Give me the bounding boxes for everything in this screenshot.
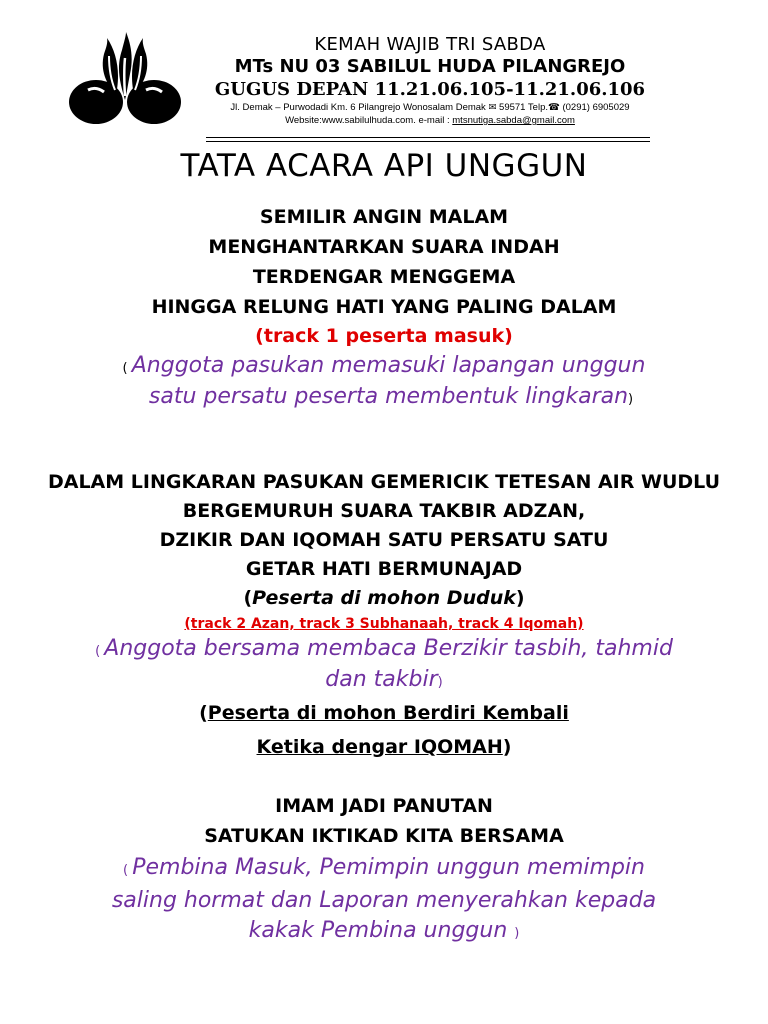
instruction-text: Peserta di mohon Duduk — [252, 587, 516, 609]
page-title: TATA ACARA API UNGGUN — [180, 148, 588, 184]
verse-line: DZIKIR DAN IQOMAH SATU PERSATU SATU — [159, 529, 609, 551]
stage-direction — [0, 886, 768, 916]
verse-line: TERDENGAR MENGGEMA — [252, 266, 516, 288]
stage-direction-line: saling hormat dan Laporan menyerahkan kepada — [111, 888, 657, 913]
stage-direction-line: Anggota pasukan memasuki lapangan unggun — [131, 353, 646, 378]
instruction-text: Peserta di mohon Berdiri Kembali — [207, 702, 569, 724]
verse-line: IMAM JADI PANUTAN — [275, 795, 493, 817]
email-link[interactable]: mtsnutiga.sabda@gmail.com — [452, 115, 575, 126]
track-label: (track 1 peserta masuk) — [255, 325, 513, 347]
header-divider — [206, 137, 650, 142]
stage-direction: dan takbir) — [325, 667, 443, 692]
verse-line: BERGEMURUH SUARA TAKBIR ADZAN, — [182, 500, 586, 522]
stage-direction: ( Anggota pasukan memasuki lapangan unggun — [122, 353, 646, 378]
section-2 — [0, 468, 768, 765]
stage-direction-line: Pembina Masuk, Pemimpin unggun memimpin — [132, 855, 645, 880]
contact-line — [190, 114, 670, 127]
stage-direction: ( Anggota bersama membaca Berzikir tasbih, tahmid — [95, 636, 673, 661]
stage-direction-line: kakak Pembina unggun — [248, 918, 515, 943]
stage-direction-line: Anggota bersama membaca Berzikir tasbih, tahmid — [104, 636, 673, 661]
instruction: (Peserta di mohon Duduk) — [243, 587, 525, 609]
section-3 — [0, 791, 768, 949]
verse-line: GETAR HATI BERMUNAJAD — [245, 558, 523, 580]
school-name: MTs NU 03 SABILUL HUDA PILANGREJO — [234, 56, 626, 77]
stage-direction: satu persatu peserta membentuk lingkaran) — [148, 384, 634, 409]
verse-line: HINGGA RELUNG HATI YANG PALING DALAM — [151, 296, 617, 318]
event-name: KEMAH WAJIB TRI SABDA — [314, 34, 546, 55]
stage-direction-line: dan takbir — [325, 667, 438, 692]
verse-line: SEMILIR ANGIN MALAM — [259, 206, 509, 228]
verse-line: SATUKAN IKTIKAD KITA BERSAMA — [204, 825, 564, 847]
stage-direction-line: satu persatu peserta membentuk lingkaran — [148, 384, 629, 409]
gugus-depan: GUGUS DEPAN 11.21.06.105-11.21.06.106 — [214, 79, 646, 100]
website-text: Website:www.sabilulhuda.com. e-mail : — [285, 115, 453, 126]
stage-direction: ( Pembina Masuk, Pemimpin unggun memimpin — [123, 855, 645, 880]
track-label: (track 2 Azan, track 3 Subhanaah, track 4 Iqomah) — [184, 616, 584, 632]
letterhead — [190, 34, 670, 127]
instruction: (Peserta di mohon Berdiri Kembali — [199, 702, 569, 724]
instruction: Ketika dengar IQOMAH) — [256, 736, 512, 758]
stage-direction: kakak Pembina unggun ) — [248, 918, 520, 943]
verse-line: MENGHANTARKAN SUARA INDAH — [208, 236, 560, 258]
scout-logo-icon — [66, 28, 184, 132]
section-1 — [0, 202, 768, 414]
instruction-text: Ketika dengar IQOMAH — [256, 736, 503, 758]
verse-line: DALAM LINGKARAN PASUKAN GEMERICIK TETESAN AIR WUDLU — [47, 471, 721, 493]
address-line: Jl. Demak – Purwodadi Km. 6 Pilangrejo Wonosalam Demak ✉ 59571 Telp.☎ (0291) 6905029 — [230, 102, 630, 113]
